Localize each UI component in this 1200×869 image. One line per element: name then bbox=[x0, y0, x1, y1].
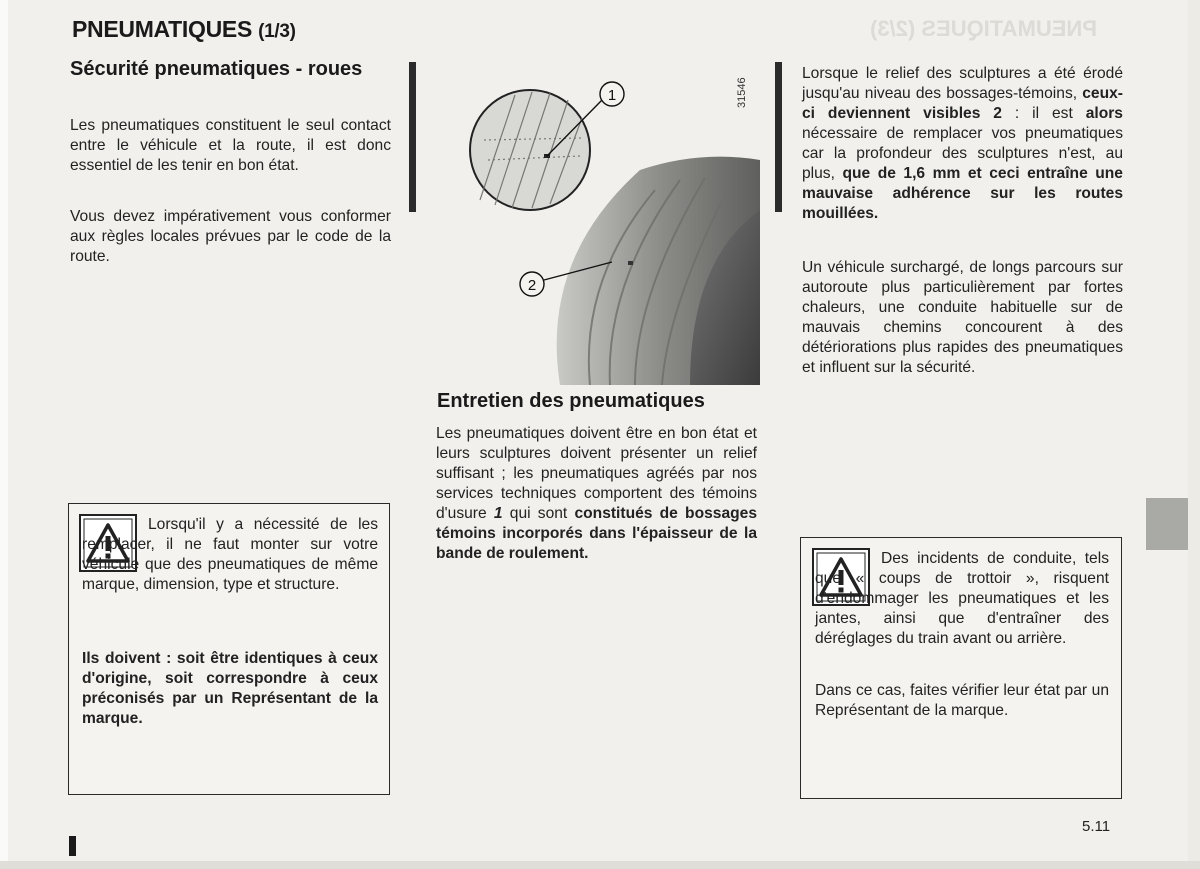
warning-replacement-bold: Ils doivent : soit être identiques à ceux d'origine, soit correspondre à ceux préconisés par un Représentant de la marque. bbox=[82, 650, 378, 727]
maintenance-text-start: Les pneumatiques doivent être en bon état et leurs sculptures doivent présenter un relief suffisant ; les pneumatiques agréés par nos services techniques comportent des témoins d'usure bbox=[436, 425, 757, 522]
maintenance-text-mid: qui sont bbox=[502, 505, 575, 522]
wear-text-e: nécessaire de remplacer vos pneumatiques car la profondeur des sculptures n'est, au plus, bbox=[802, 125, 1123, 182]
page-right-edge bbox=[1188, 0, 1200, 869]
wear-paragraph bbox=[802, 64, 1123, 224]
column-divider-right bbox=[775, 62, 782, 212]
section-title-safety: Sécurité pneumatiques - roues bbox=[70, 58, 363, 80]
warning-box-replacement bbox=[68, 503, 390, 795]
page-number: 5.11 bbox=[1082, 818, 1111, 835]
page-title bbox=[72, 16, 296, 43]
warning-incidents-advice: Dans ce cas, faites vérifier leur état par un Représentant de la marque. bbox=[815, 682, 1109, 719]
maintenance-ref-1: 1 bbox=[493, 505, 503, 522]
section-title-maintenance: Entretien des pneumatiques bbox=[437, 390, 705, 412]
warning-box-incidents bbox=[800, 537, 1122, 799]
tread-zoom-circle bbox=[470, 90, 590, 210]
bleed-through-title: PNEUMATIQUES (2/3) bbox=[870, 16, 1097, 41]
wear-text-c: : il est bbox=[1001, 105, 1086, 122]
page-left-edge bbox=[0, 0, 8, 869]
maintenance-paragraph bbox=[436, 424, 757, 564]
wear-text-f: que de 1,6 mm et ceci entraîne une mauvaise adhérence sur les routes mouillées. bbox=[802, 165, 1123, 222]
column-divider-left bbox=[409, 62, 416, 212]
registration-mark bbox=[69, 836, 76, 856]
callout-1-label: 1 bbox=[607, 87, 617, 104]
wear-indicator-tire bbox=[628, 261, 633, 265]
page-title-main: PNEUMATIQUES bbox=[72, 16, 252, 42]
wear-text-b: ceux-ci deviennent visibles 2 bbox=[802, 85, 1123, 122]
warning-replacement-intro: Lorsqu'il y a nécessité de les remplacer, il ne faut monter sur votre véhicule que des pneumatiques de même marque, dimension, type et structure. bbox=[82, 516, 378, 593]
wear-text-d: alors bbox=[1085, 105, 1123, 122]
page-bottom-edge bbox=[0, 861, 1200, 869]
wear-text-a: Lorsque le relief des sculptures a été érodé jusqu'au niveau des bossages-témoins, bbox=[802, 65, 1123, 102]
maintenance-text-bold: constitués de bossages témoins incorporés dans l'épaisseur de la bande de roulement. bbox=[436, 505, 757, 562]
safety-paragraph-1: Les pneumatiques constituent le seul contact entre le véhicule et la route, il est donc essentiel de les tenir en bon état. bbox=[70, 117, 391, 174]
overload-paragraph: Un véhicule surchargé, de longs parcours sur autoroute plus particulièrement par fortes chaleurs, une conduite habituelle sur de mauvais chemins concourent à des détériorations plus rapides des pneumatiques et influent sur la sécurité. bbox=[802, 259, 1123, 376]
tire-illustration bbox=[440, 60, 760, 385]
safety-paragraph-2: Vous devez impérativement vous conformer aux règles locales prévues par le code de la route. bbox=[70, 208, 391, 265]
warning-incidents-text: Des incidents de conduite, tels que « coups de trottoir », risquent d'endommager les pneumatiques et les jantes, ainsi que d'entraîner des déréglages du train avant ou arrière. bbox=[815, 550, 1109, 647]
callout-2-label: 2 bbox=[527, 277, 537, 294]
figure-number: 31546 bbox=[736, 77, 748, 108]
warning-replacement-text bbox=[82, 515, 378, 595]
page-title-part: (1/3) bbox=[258, 21, 296, 42]
